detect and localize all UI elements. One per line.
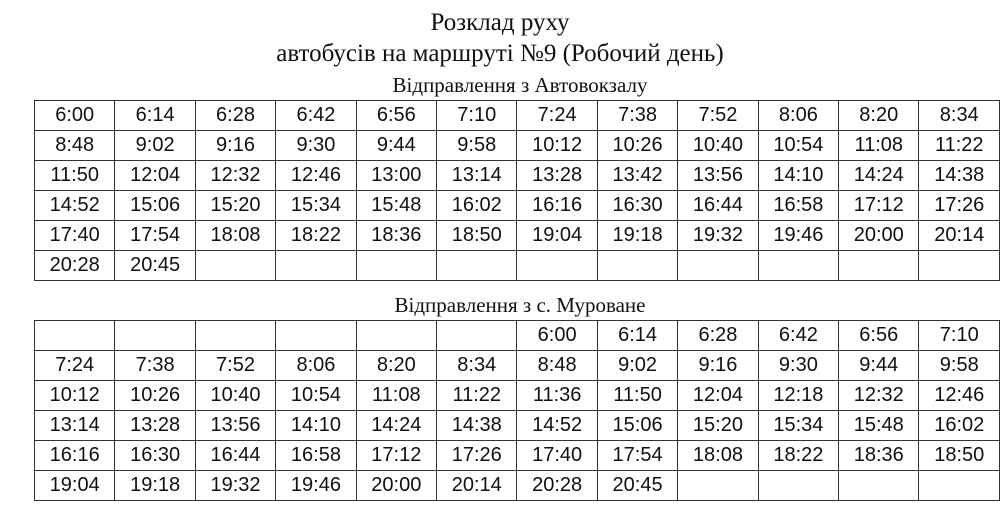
departure-time-cell: 19:32 (678, 221, 758, 251)
departure-time-cell: 17:12 (839, 191, 919, 221)
departure-time-cell: 10:26 (115, 381, 195, 411)
departure-time-cell: 7:52 (678, 101, 758, 131)
departure-time-cell: 11:08 (839, 131, 919, 161)
departure-time-cell: 18:22 (758, 441, 838, 471)
departure-time-cell: 10:40 (678, 131, 758, 161)
departure-time-cell: 6:56 (356, 101, 436, 131)
departure-time-cell (678, 251, 758, 281)
route-subtitle: автобусів на маршруті №9 (Робочий день) (276, 40, 724, 67)
departure-time-cell: 7:24 (517, 101, 597, 131)
departure-time-cell: 9:16 (678, 351, 758, 381)
departure-time-cell: 16:16 (517, 191, 597, 221)
departure-time-cell (35, 321, 115, 351)
departure-time-cell: 18:08 (195, 221, 275, 251)
departure-time-cell: 18:50 (919, 441, 1000, 471)
departure-time-cell: 11:50 (597, 381, 677, 411)
departure-time-cell: 20:00 (356, 471, 436, 501)
departure-time-cell (919, 471, 1000, 501)
departure-time-cell: 13:14 (35, 411, 115, 441)
departure-time-cell: 19:04 (35, 471, 115, 501)
departure-time-cell: 17:26 (437, 441, 517, 471)
departure-time-cell: 7:10 (919, 321, 1000, 351)
table-row (35, 471, 1000, 501)
section-heading-murovane: Відправлення з с. Муроване (394, 293, 646, 317)
departure-time-cell: 16:16 (35, 441, 115, 471)
departure-time-cell (597, 251, 677, 281)
departure-time-cell: 19:04 (517, 221, 597, 251)
departure-time-cell: 14:10 (276, 411, 356, 441)
departure-time-cell (195, 251, 275, 281)
departure-time-cell (758, 471, 838, 501)
departure-time-cell: 20:14 (919, 221, 1000, 251)
departure-time-cell: 14:24 (839, 161, 919, 191)
departure-time-cell: 14:10 (758, 161, 838, 191)
departure-time-cell (919, 251, 1000, 281)
departure-time-cell: 8:06 (758, 101, 838, 131)
departure-time-cell: 8:20 (839, 101, 919, 131)
table-row (35, 191, 1000, 221)
departure-time-cell: 11:08 (356, 381, 436, 411)
table-row (35, 221, 1000, 251)
departure-time-cell: 16:58 (276, 441, 356, 471)
departure-time-cell: 10:26 (597, 131, 677, 161)
departure-time-cell: 9:30 (276, 131, 356, 161)
departure-time-cell (115, 321, 195, 351)
departure-time-cell: 11:36 (517, 381, 597, 411)
departure-time-cell: 9:58 (919, 351, 1000, 381)
departure-time-cell (276, 321, 356, 351)
departure-time-cell: 9:30 (758, 351, 838, 381)
departure-time-cell (356, 251, 436, 281)
departure-time-cell: 14:52 (517, 411, 597, 441)
departure-time-cell: 18:50 (437, 221, 517, 251)
table-row (35, 321, 1000, 351)
departure-time-cell: 8:06 (276, 351, 356, 381)
departure-time-cell: 9:02 (115, 131, 195, 161)
table-row (35, 441, 1000, 471)
departure-time-cell: 16:44 (678, 191, 758, 221)
departure-time-cell: 17:54 (597, 441, 677, 471)
departure-time-cell (517, 251, 597, 281)
departure-time-cell: 6:42 (758, 321, 838, 351)
departure-time-cell: 6:00 (35, 101, 115, 131)
section-heading-bus-station: Відправлення з Автовокзалу (392, 73, 648, 97)
departure-time-cell: 8:34 (437, 351, 517, 381)
departure-time-cell: 8:48 (517, 351, 597, 381)
departure-time-cell: 20:45 (115, 251, 195, 281)
table-row (35, 101, 1000, 131)
departure-time-cell: 14:24 (356, 411, 436, 441)
departure-time-cell: 20:45 (597, 471, 677, 501)
departure-time-cell (758, 251, 838, 281)
departure-time-cell: 15:34 (276, 191, 356, 221)
departure-time-cell: 8:34 (919, 101, 1000, 131)
departure-time-cell: 13:56 (678, 161, 758, 191)
departure-time-cell: 15:48 (356, 191, 436, 221)
departure-time-cell (678, 471, 758, 501)
departure-time-cell: 20:00 (839, 221, 919, 251)
departures-table-murovane (34, 320, 1000, 501)
departure-time-cell: 6:56 (839, 321, 919, 351)
departure-time-cell: 16:58 (758, 191, 838, 221)
departure-time-cell: 9:44 (356, 131, 436, 161)
departure-time-cell: 16:02 (437, 191, 517, 221)
departure-time-cell: 13:28 (115, 411, 195, 441)
departure-time-cell: 8:48 (35, 131, 115, 161)
departure-time-cell: 17:40 (35, 221, 115, 251)
departure-time-cell: 14:52 (35, 191, 115, 221)
departure-time-cell (839, 471, 919, 501)
table-row (35, 411, 1000, 441)
departure-time-cell: 7:38 (115, 351, 195, 381)
departure-time-cell: 12:32 (839, 381, 919, 411)
departure-time-cell: 18:36 (839, 441, 919, 471)
departure-time-cell: 7:24 (35, 351, 115, 381)
schedule-title: Розклад руху (430, 9, 570, 36)
departure-time-cell: 16:44 (195, 441, 275, 471)
departure-time-cell: 6:14 (597, 321, 677, 351)
departure-time-cell (437, 251, 517, 281)
departure-time-cell: 10:12 (35, 381, 115, 411)
departure-time-cell: 15:20 (678, 411, 758, 441)
departure-time-cell: 8:20 (356, 351, 436, 381)
departure-time-cell: 15:06 (115, 191, 195, 221)
departure-time-cell: 11:50 (35, 161, 115, 191)
departure-time-cell: 9:58 (437, 131, 517, 161)
departure-time-cell: 16:02 (919, 411, 1000, 441)
departure-time-cell: 11:22 (919, 131, 1000, 161)
departure-time-cell: 7:52 (195, 351, 275, 381)
departure-time-cell: 19:18 (597, 221, 677, 251)
table-row (35, 131, 1000, 161)
departure-time-cell: 9:16 (195, 131, 275, 161)
table-row (35, 351, 1000, 381)
departure-time-cell: 13:28 (517, 161, 597, 191)
departure-time-cell: 6:14 (115, 101, 195, 131)
departure-time-cell: 13:00 (356, 161, 436, 191)
departure-time-cell: 12:04 (115, 161, 195, 191)
departure-time-cell (839, 251, 919, 281)
departure-time-cell: 10:12 (517, 131, 597, 161)
departure-time-cell: 6:42 (276, 101, 356, 131)
departure-time-cell: 16:30 (597, 191, 677, 221)
departure-time-cell: 19:18 (115, 471, 195, 501)
departure-time-cell: 18:22 (276, 221, 356, 251)
departure-time-cell: 20:14 (437, 471, 517, 501)
departure-time-cell: 17:40 (517, 441, 597, 471)
departure-time-cell: 10:54 (758, 131, 838, 161)
departure-time-cell: 15:20 (195, 191, 275, 221)
departure-time-cell: 18:36 (356, 221, 436, 251)
departure-time-cell (356, 321, 436, 351)
departure-time-cell: 6:28 (195, 101, 275, 131)
departure-time-cell: 19:32 (195, 471, 275, 501)
table-row (35, 381, 1000, 411)
departure-time-cell: 20:28 (35, 251, 115, 281)
departure-time-cell: 9:44 (839, 351, 919, 381)
departure-time-cell: 12:04 (678, 381, 758, 411)
departure-time-cell: 20:28 (517, 471, 597, 501)
departure-time-cell: 10:54 (276, 381, 356, 411)
departure-time-cell (276, 251, 356, 281)
departure-time-cell: 15:06 (597, 411, 677, 441)
departure-time-cell: 12:32 (195, 161, 275, 191)
departure-time-cell: 15:34 (758, 411, 838, 441)
departure-time-cell: 18:08 (678, 441, 758, 471)
departure-time-cell: 14:38 (437, 411, 517, 441)
table-row (35, 161, 1000, 191)
departure-time-cell: 13:56 (195, 411, 275, 441)
departure-time-cell: 12:46 (276, 161, 356, 191)
departure-time-cell: 12:18 (758, 381, 838, 411)
departure-time-cell: 13:14 (437, 161, 517, 191)
departure-time-cell: 17:26 (919, 191, 1000, 221)
departure-time-cell: 16:30 (115, 441, 195, 471)
departure-time-cell: 11:22 (437, 381, 517, 411)
departure-time-cell (195, 321, 275, 351)
table-row (35, 251, 1000, 281)
departure-time-cell: 17:12 (356, 441, 436, 471)
departure-time-cell: 10:40 (195, 381, 275, 411)
departure-time-cell: 9:02 (597, 351, 677, 381)
departure-time-cell: 6:28 (678, 321, 758, 351)
departure-time-cell: 19:46 (276, 471, 356, 501)
departure-time-cell: 7:38 (597, 101, 677, 131)
departure-time-cell: 17:54 (115, 221, 195, 251)
departure-time-cell (437, 321, 517, 351)
departures-table-bus-station (34, 100, 1000, 281)
departure-time-cell: 19:46 (758, 221, 838, 251)
departure-time-cell: 13:42 (597, 161, 677, 191)
departure-time-cell: 7:10 (437, 101, 517, 131)
departure-time-cell: 6:00 (517, 321, 597, 351)
departure-time-cell: 14:38 (919, 161, 1000, 191)
departure-time-cell: 12:46 (919, 381, 1000, 411)
departure-time-cell: 15:48 (839, 411, 919, 441)
